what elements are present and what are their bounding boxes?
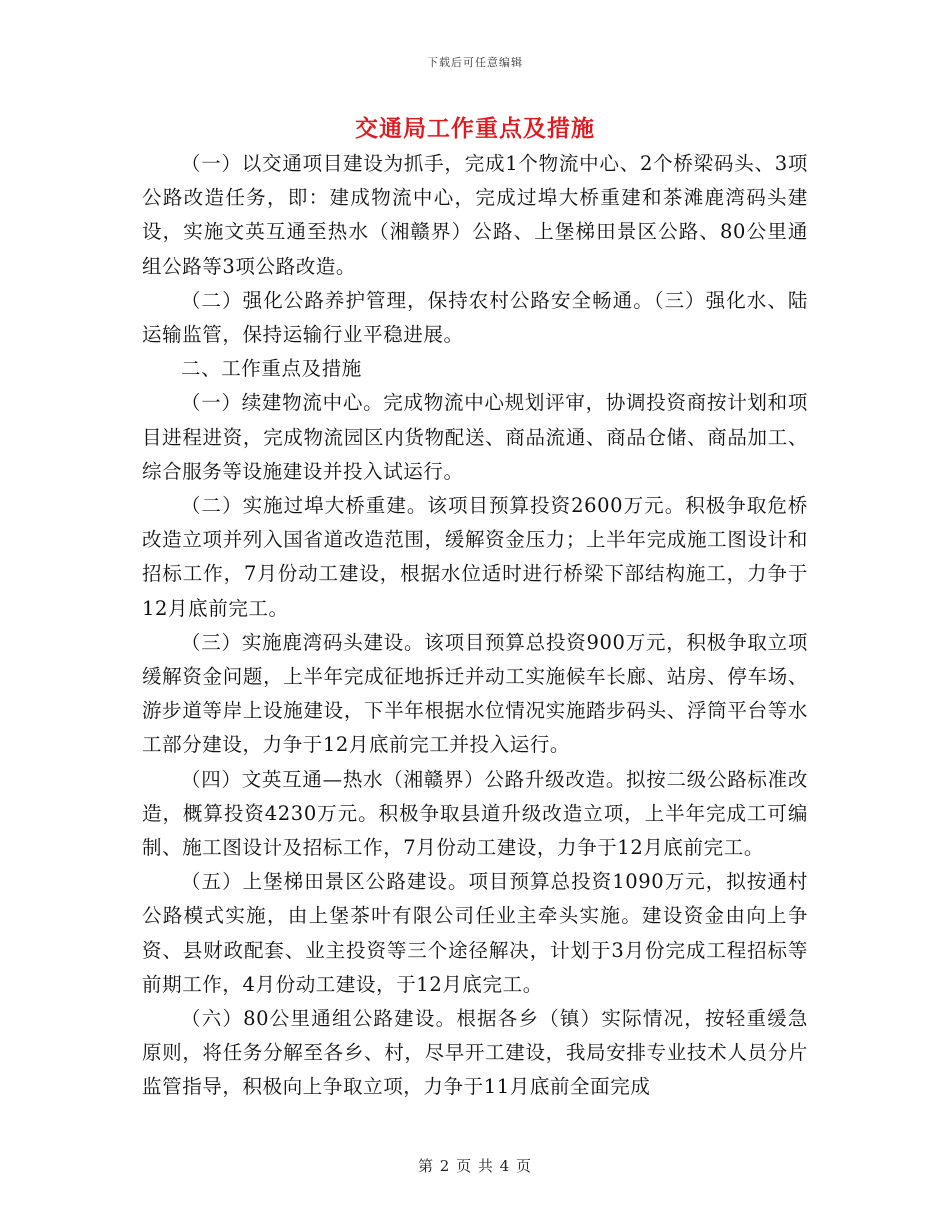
paragraph: （三）实施鹿湾码头建设。该项目预算总投资900万元，积极争取立项缓解资金问题，上半年完成征地拆迁并动工实施候车长廊、站房、停车场、游步道等岸上设施建设，下半年根据水位情况实施踏步码头、浮筒平台等水工部分建设，力争于12月底前完工并投入运行。 (142, 630, 808, 757)
document-body (142, 147, 808, 1105)
paragraph: （一）以交通项目建设为抓手，完成1个物流中心、2个桥梁码头、3项公路改造任务，即：建成物流中心，完成过埠大桥重建和茶滩鹿湾码头建设，实施文英互通至热水（湘赣界）公路、上堡梯田景区公路、80公里通组公路等3项公路改造。 (142, 152, 808, 278)
header-note: 下载后可任意编辑 (427, 56, 523, 69)
page-footer (0, 1155, 950, 1176)
page-number-label: 第 2 页 共 4 页 (418, 1157, 532, 1175)
paragraph: （一）续建物流中心。完成物流中心规划评审，协调投资商按计划和项目进程进资，完成物流园区内货物配送、商品流通、商品仓储、商品加工、综合服务等设施建设并投入试运行。 (142, 391, 808, 483)
paragraph: （四）文英互通—热水（湘赣界）公路升级改造。拟按二级公路标准改造，概算投资4230万元。积极争取县道升级改造立项，上半年完成工可编制、施工图设计及招标工作，7月份动工建设，力争于12月底前完工。 (142, 767, 808, 860)
section-heading: 二、工作重点及措施 (181, 357, 362, 381)
document-title: 交通局工作重点及措施 (355, 115, 595, 142)
paragraph: （五）上堡梯田景区公路建设。项目预算总投资1090万元，拟按通村公路模式实施，由上堡茶叶有限公司任业主牵头实施。建设资金由向上争资、县财政配套、业主投资等三个途径解决，计划于3月份完成工程招标等前期工作，4月份动工建设，于12月底完工。 (142, 870, 808, 996)
paragraph: （六）80公里通组公路建设。根据各乡（镇）实际情况，按轻重缓急原则，将任务分解至各乡、村，尽早开工建设，我局安排专业技术人员分片监管指导，积极向上争取立项，力争于11月底前全面完成 (142, 1007, 808, 1099)
paragraph: （二）实施过埠大桥重建。该项目预算投资2600万元。积极争取危桥改造立项并列入国省道改造范围，缓解资金压力；上半年完成施工图设计和招标工作，7月份动工建设，根据水位适时进行桥梁下部结构施工，力争于12月底前完工。 (142, 494, 808, 620)
paragraph: （二）强化公路养护管理，保持农村公路安全畅通。（三）强化水、陆运输监管，保持运输行业平稳进展。 (142, 288, 808, 347)
